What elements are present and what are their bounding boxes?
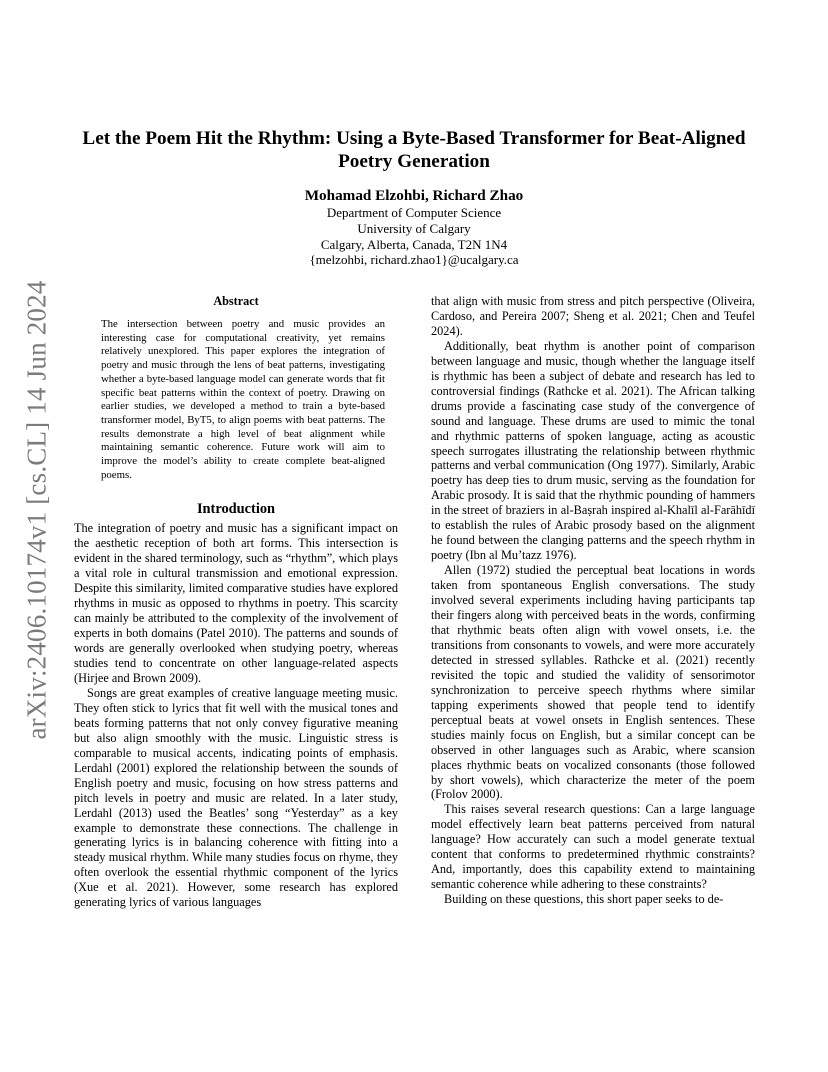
intro-paragraph: Allen (1972) studied the perceptual beat locations in words taken from spontaneous English conversations. The study involved several experiments including having participants tap their fingers along with perceived beats in the words, confirming that rhythmic beats often align with vowel onsets, i.e. the transitions from consonants to vowels, and were more accurately detected in stressed syllables. Rathcke et al. (2021) recently revisited the topic and studied the validity of sensorimotor synchronization to perceive speech rhythms where similar tapping experiments showed that people tend to identify perceptual beats at vowel onsets in English sentences. These studies mainly focus on English, but a similar concept can be observed in other languages such as Arabic, where scansion places rhythmic beats on vocalized consonants (those followed by short vowels), which characterize the meter of the poem (Frolov 2000). — [431, 563, 755, 802]
right-column — [431, 294, 755, 907]
paper-title: Let the Poem Hit the Rhythm: Using a Byte-Based Transformer for Beat-Aligned Poetry Generation — [82, 128, 746, 172]
intro-paragraph: Building on these questions, this short paper seeks to de- — [444, 892, 724, 907]
arxiv-identifier-text: arXiv:2406.10174v1 [cs.CL] 14 Jun 2024 — [21, 280, 52, 740]
author-affiliation — [70, 205, 758, 268]
introduction-heading: Introduction — [196, 501, 276, 518]
affiliation-email: {melzohbi, richard.zhao1}@ucalgary.ca — [309, 252, 519, 268]
affiliation-department: Department of Computer Science — [326, 205, 502, 220]
left-column — [74, 292, 398, 910]
affiliation-address: Calgary, Alberta, Canada, T2N 1N4 — [320, 236, 508, 252]
arxiv-identifier — [8, 280, 66, 740]
intro-paragraph: Songs are great examples of creative language meeting music. They often stick to lyrics that fit well with the musical tones and beats forming patterns that not only convey figurative meaning but also align smoothly with the music. Linguistic stress is comparable to musical accents, indicating points of emphasis. Lerdahl (2001) explored the relationship between the sounds of English poetry and music, focusing on how stress patterns and pitch levels in poetry and music are related. In a later study, Lerdahl (2013) used the Beatles’ song “Yesterday” as a key example to demonstrate these connections. The challenge in generating lyrics is in balancing coherence with fitting into a steady musical rhythm. While many studies focus on rhyme, they often overlook the essential rhythmic component of the lyrics (Xue et al. 2021). However, some research has explored generating lyrics of various languages — [74, 685, 398, 910]
intro-paragraph: The integration of poetry and music has a significant impact on the aesthetic reception of both art forms. This intersection is evident in the shared terminology, such as “rhythm”, which plays a vital role in cultural transmission and emotional expression. Despite this similarity, limited comparative studies have explored rhythms in music as opposed to rhythms in poetry. This scarcity can mainly be attributed to the complexity of the involvement of experts in both domains (Patel 2010). The patterns and sounds of words are generally overlooked when studying poetry, whereas studies tend to concentrate on other language-related aspects (Hirjee and Brown 2009). — [74, 521, 398, 685]
abstract-text: The intersection between poetry and music provides an interesting case for computational creativity, yet remains relatively unexplored. This paper explores the integration of poetry and music through the lens of beat patterns, investigating whether a byte-based language model can generate words that fit specific beat patterns within the context of poetry. Drawing on earlier studies, we developed a method to train a byte-based transformer model, ByT5, to align poems with beat patterns. The results demonstrate a high level of beat alignment while maintaining semantic coherence. Future work will aim to improve the model’s ability to create complete beat-aligned poems. — [101, 318, 385, 481]
intro-paragraph: Additionally, beat rhythm is another point of comparison between language and music, though whether the language itself is rhythmic has been a subject of debate and research has led to controversial findings (Rathcke et al. 2021). The African talking drums provide a fascinating case study of the convergence of sound and language. These drums are used to mimic the tonal and rhythmic patterns of spoken language, acting as acoustic speech surrogates illustrating the relationship between rhythmic patterns and verbal communication (Ong 1977). Similarly, Arabic poetry has deep ties to drum music, serving as the foundation for Arabic prosody. It is said that the rhythmic pounding of hammers in the street of braziers in al-Baṣrah inspired al-Khalīl al-Farāhīdī to establish the rules of Arabic prosody based on the alignment he found between the clanging patterns and the speech rhythm in poetry (Ibn al Mu’tazz 1976). — [431, 338, 755, 563]
author-names: Mohamad Elzohbi, Richard Zhao — [304, 187, 524, 204]
intro-paragraph: This raises several research questions: Can a large language model effectively learn beat patterns perceived from natural language? How accurately can such a model generate textual content that conforms to predetermined rhythmic constraints? And, importantly, does this capability extend to maintaining semantic coherence while adhering to these constraints? — [431, 802, 755, 892]
abstract-heading: Abstract — [213, 294, 259, 308]
affiliation-university: University of Calgary — [357, 220, 471, 236]
intro-paragraph: that align with music from stress and pitch perspective (Oliveira, Cardoso, and Pereira 2007; Sheng et al. 2021; Chen and Teufel 2024). — [431, 294, 755, 338]
